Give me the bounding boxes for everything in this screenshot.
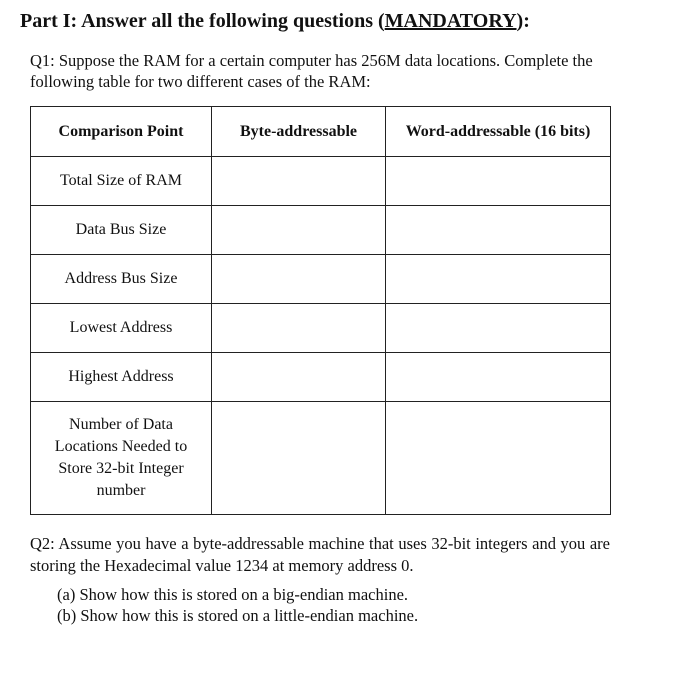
table-header-row: [31, 107, 611, 157]
header-byte-addressable: Byte-addressable: [212, 107, 386, 157]
heading-prefix: Part I: Answer all the following questions (: [20, 10, 385, 32]
question-2-part-a: (a) Show how this is stored on a big-endian machine.: [57, 585, 409, 604]
header-comparison-point: Comparison Point: [31, 107, 212, 157]
question-2-part-b: (b) Show how this is stored on a little-endian machine.: [57, 606, 419, 625]
row-label: Highest Address: [31, 353, 212, 402]
row-label: Address Bus Size: [31, 255, 212, 304]
cell-byte-addressable[interactable]: [212, 304, 386, 353]
cell-byte-addressable[interactable]: [212, 157, 386, 206]
comparison-table: [30, 106, 611, 515]
cell-byte-addressable[interactable]: [212, 353, 386, 402]
table-row: [31, 157, 611, 206]
row-label: Lowest Address: [31, 304, 212, 353]
row-label: Data Bus Size: [31, 206, 212, 255]
cell-word-addressable[interactable]: [386, 255, 611, 304]
cell-byte-addressable[interactable]: [212, 255, 386, 304]
header-word-addressable: Word-addressable (16 bits): [386, 107, 611, 157]
row-label: Number of Data Locations Needed to Store 32-bit Integer number: [54, 416, 188, 499]
cell-word-addressable[interactable]: [386, 402, 611, 515]
cell-word-addressable[interactable]: [386, 304, 611, 353]
question-1-text: Q1: Suppose the RAM for a certain computer has 256M data locations. Complete the following table for two different cases of the RAM:: [30, 51, 593, 91]
table-row: [31, 255, 611, 304]
row-label-cell: [31, 402, 212, 515]
cell-word-addressable[interactable]: [386, 157, 611, 206]
cell-word-addressable[interactable]: [386, 206, 611, 255]
question-2-text: Q2: Assume you have a byte-addressable machine that uses 32-bit integers and you are storing the Hexadecimal value 1234 at memory address 0.: [30, 534, 610, 575]
row-label: Total Size of RAM: [31, 157, 212, 206]
cell-byte-addressable[interactable]: [212, 206, 386, 255]
cell-word-addressable[interactable]: [386, 353, 611, 402]
heading-suffix: ):: [516, 10, 530, 32]
question-2-parts: [57, 584, 418, 626]
table-row: [31, 402, 611, 515]
cell-byte-addressable[interactable]: [212, 402, 386, 515]
heading-mandatory: MANDATORY: [384, 10, 517, 32]
section-heading: [20, 10, 530, 33]
table-row: [31, 353, 611, 402]
table-row: [31, 206, 611, 255]
table-row: [31, 304, 611, 353]
